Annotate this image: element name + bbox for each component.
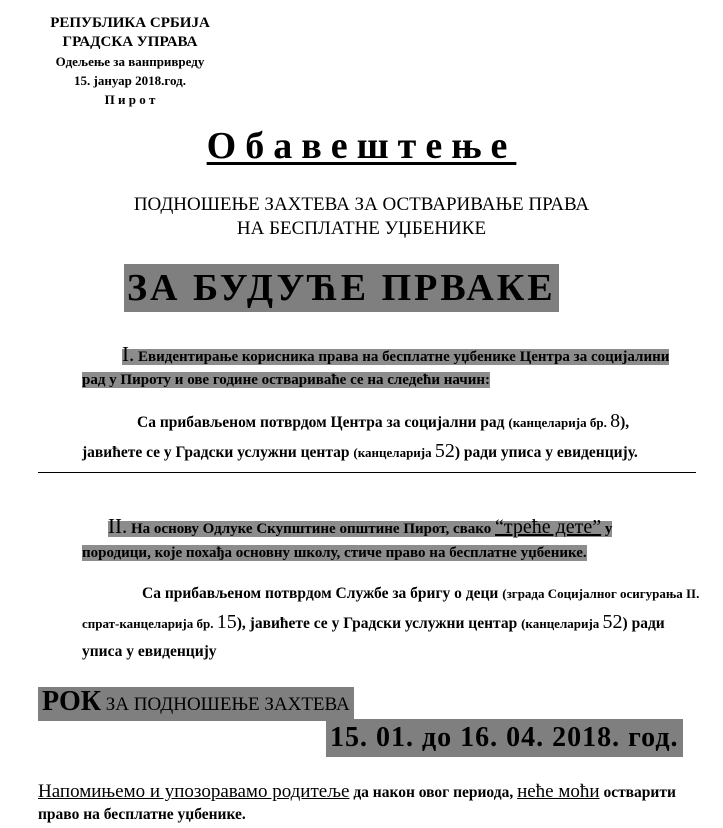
- section-2-numeral: II.: [108, 514, 128, 538]
- section-2-text-d: (канцеларија: [521, 616, 603, 631]
- section-1-text-e: (канцеларија: [353, 445, 435, 460]
- section-1-office-number-2: 52: [434, 440, 455, 462]
- warning-end: остварити право на бесплатне уџбенике.: [38, 784, 676, 823]
- section-divider: [38, 472, 696, 473]
- subtitle-line2: НА БЕСПЛАТНЕ УЏБЕНИКЕ: [236, 218, 487, 239]
- deadline-dates: 15. 01. до 16. 04. 2018. год.: [326, 719, 683, 757]
- document-subtitle: [0, 193, 723, 241]
- section-2-text-b: (зграда Социјалног осигурања II. спрат-канцеларија бр.: [82, 586, 700, 631]
- header-date: 15. јануар 2018.год.: [74, 73, 186, 88]
- document-title: [0, 124, 723, 168]
- title-text: Обавештење: [206, 125, 517, 167]
- section-1-office-number: 8: [610, 410, 621, 432]
- section-2-office-number: 15: [216, 611, 237, 633]
- warning-underlined-2: неће моћи: [517, 781, 600, 802]
- section-1-text-b: (канцеларија бр.: [508, 415, 611, 430]
- deadline-label-rest: ЗА ПОДНОШЕЊЕ ЗАХТЕВА: [101, 694, 350, 715]
- warning-middle: да након овог периода,: [349, 784, 518, 801]
- section-2-text-e: ) ради уписа у евиденцију: [82, 615, 665, 660]
- section-1-numeral: I.: [122, 342, 135, 366]
- target-banner: ЗА БУДУЋЕ ПРВАКЕ: [124, 264, 559, 312]
- parent-warning: [38, 781, 708, 826]
- deadline-heading: [38, 687, 354, 721]
- section-2-intro: [82, 514, 682, 565]
- section-2-intro-b: у породици, које похађа основну школу, стиче право на бесплатне уџбенике.: [82, 521, 613, 561]
- header-department: Одељење за ванпривреду: [55, 54, 205, 69]
- section-1-text-f: ) ради уписа у евиденцију.: [454, 444, 638, 461]
- header-city: П и р о т: [104, 92, 156, 107]
- issuer-header: [30, 14, 230, 109]
- deadline-label: РОК: [42, 686, 102, 717]
- subtitle-line1: ПОДНОШЕЊЕ ЗАХТЕВА ЗА ОСТВАРИВАЊЕ ПРАВА: [133, 194, 590, 215]
- section-2-office-number-2: 52: [602, 611, 623, 633]
- header-administration: ГРАДСКА УПРАВА: [62, 34, 198, 50]
- section-2-intro-a: На основу Одлуке Скупштине општине Пирот, свако: [127, 521, 495, 537]
- section-2-instructions: [82, 580, 702, 666]
- third-child-quote: “треће дете”: [494, 516, 602, 538]
- section-1-intro-text: Евидентирање корисника права на бесплатне уџбенике Центра за социјалини рад у Пироту и ове године оствариваће се на следећи начин:: [82, 349, 670, 388]
- warning-underlined-1: Напомињемо и упозоравамо родитеље: [38, 781, 350, 802]
- section-2-text-a: Са прибављеном потврдом Службе за бригу о деци: [142, 585, 503, 602]
- section-1-text-c: ),: [620, 414, 630, 431]
- section-1-text-a: Са прибављеном потврдом Центра за социјални рад: [137, 414, 509, 431]
- section-1-text-d: јавићете се у Градски услужни центар: [82, 444, 354, 461]
- header-country: РЕПУБЛИКА СРБИЈА: [50, 15, 210, 31]
- section-1-intro: [82, 343, 682, 392]
- section-2-text-c: ), јавићете се у Градски услужни центар: [236, 615, 522, 632]
- section-1-instructions: [82, 407, 702, 467]
